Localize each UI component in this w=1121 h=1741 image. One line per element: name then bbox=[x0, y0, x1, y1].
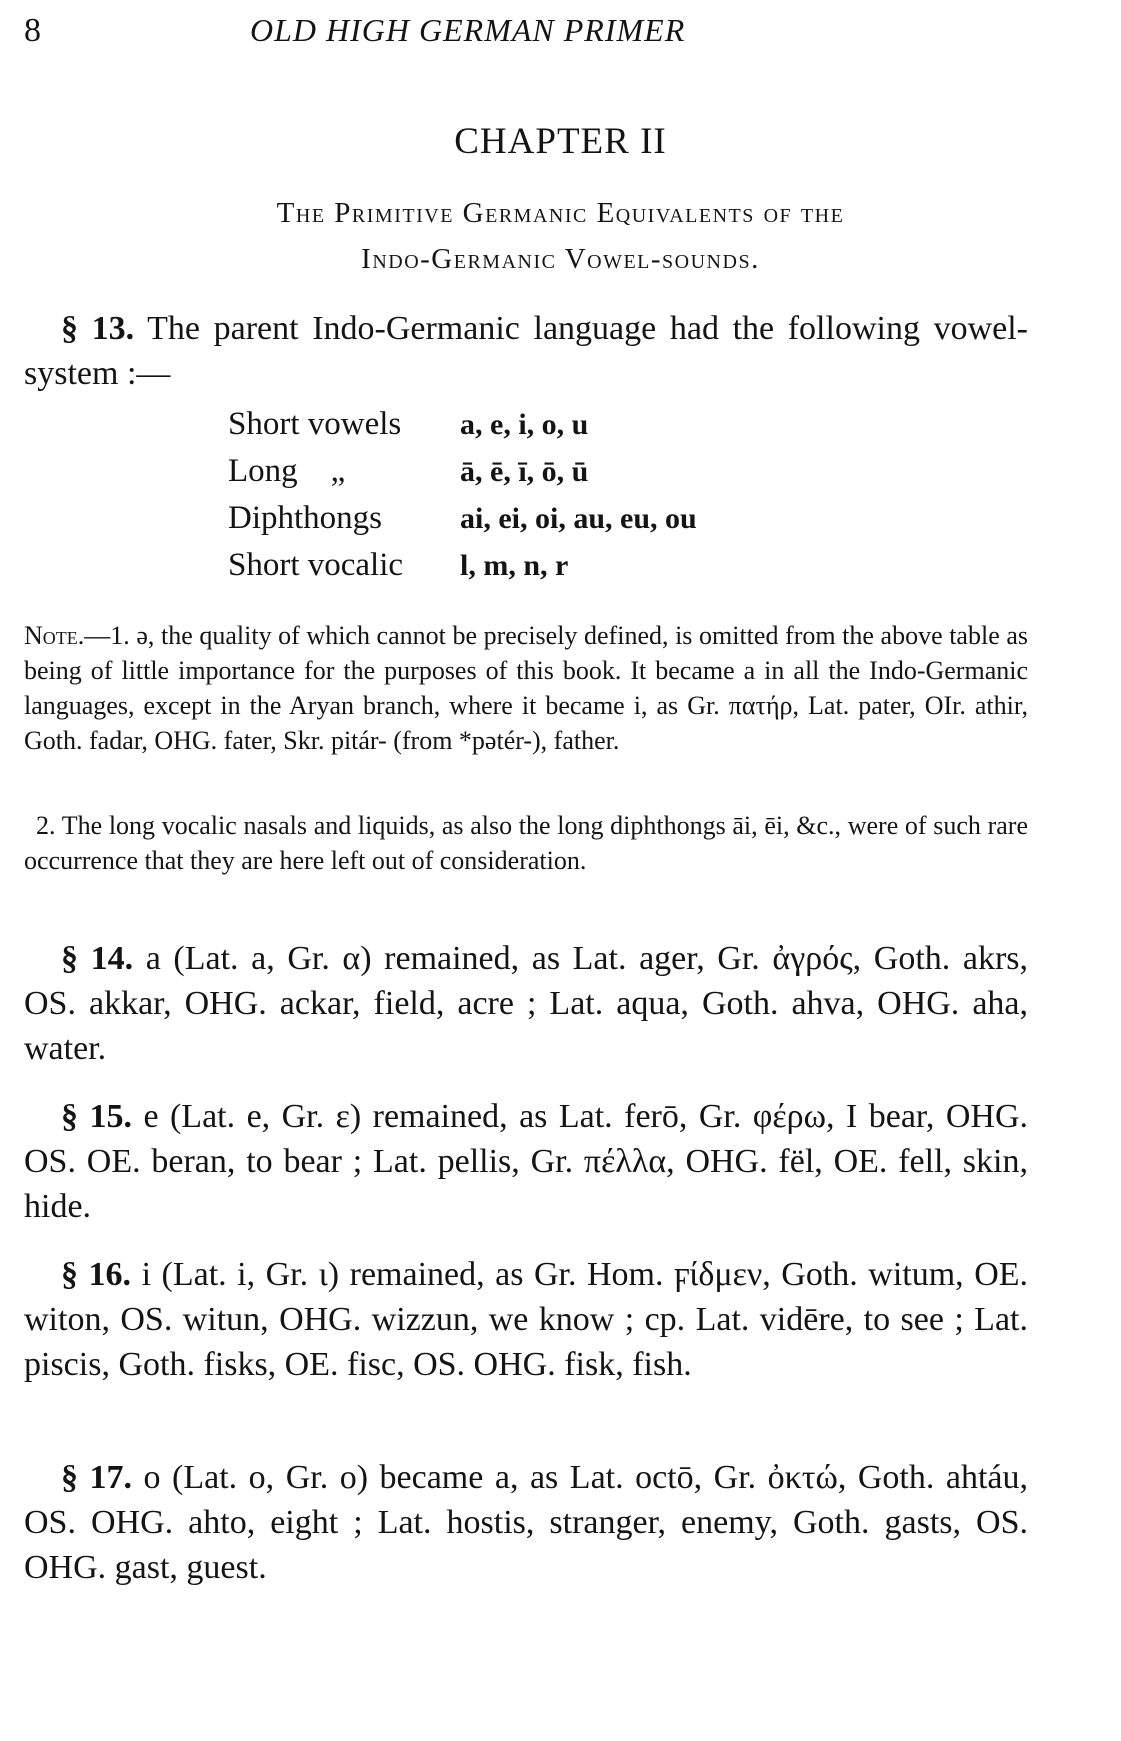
section-text: i (Lat. i, Gr. ι) remained, as Gr. Hom. ϝίδμεν, Goth. witum, OE. witon, OS. witun, OHG. wizzun, we know ; cp. Lat. vidēre, to see ; Lat. piscis, Goth. fisks, OE. fisc, OS. OHG. fisk, fish. bbox=[24, 1256, 1029, 1383]
row-label: Short vowels bbox=[228, 406, 402, 442]
chapter-subtitle-line1: The Primitive Germanic Equivalents of the bbox=[276, 197, 845, 229]
section-16 bbox=[24, 1252, 1028, 1387]
note-1 bbox=[24, 618, 1028, 758]
running-head bbox=[0, 10, 1121, 60]
row-label: Long „ bbox=[228, 453, 346, 489]
table-row bbox=[228, 542, 697, 589]
section-text: e (Lat. e, Gr. ε) remained, as Lat. ferō, Gr. φέρω, I bear, OHG. OS. OE. beran, to bear ; Lat. pellis, Gr. πέλλα, OHG. fël, OE. fell, skin, hide. bbox=[24, 1098, 1029, 1225]
table-row bbox=[228, 401, 697, 448]
running-title: OLD HIGH GERMAN PRIMER bbox=[250, 12, 686, 48]
page-number: 8 bbox=[24, 12, 41, 49]
note-label: Note. bbox=[24, 621, 85, 650]
section-17 bbox=[24, 1455, 1028, 1590]
section-15 bbox=[24, 1094, 1028, 1229]
row-values: a, e, i, o, u bbox=[460, 407, 589, 441]
row-values: ai, ei, oi, au, eu, ou bbox=[460, 501, 697, 535]
section-number: § 13. bbox=[61, 310, 135, 347]
vowel-system-table bbox=[228, 401, 697, 589]
row-label: Short vocalic bbox=[228, 547, 404, 583]
row-label: Diphthongs bbox=[228, 500, 383, 536]
section-text: o (Lat. o, Gr. ο) became a, as Lat. octō, Gr. ὀκτώ, Goth. ahtáu, OS. OHG. ahto, eight ; Lat. hostis, stranger, enemy, Goth. gasts, OS. OHG. gast, guest. bbox=[24, 1459, 1028, 1586]
row-values: l, m, n, r bbox=[460, 548, 569, 582]
section-number: § 14. bbox=[61, 940, 134, 977]
section-text: a (Lat. a, Gr. α) remained, as Lat. ager, Gr. ἀγρός, Goth. akrs, OS. akkar, OHG. ackar, field, acre ; Lat. aqua, Goth. ahva, OHG. aha, water. bbox=[24, 940, 1029, 1067]
section-text: The parent Indo-Germanic language had the following vowel-system :— bbox=[24, 310, 1028, 392]
note-text: —1. ə, the quality of which cannot be precisely defined, is omitted from the above table as being of little importance for the purposes of this book. It became a in all the Indo-Germanic languages, except in the Aryan branch, where it became i, as Gr. πατήρ, Lat. pater, OIr. athir, Goth. fadar, OHG. fater, Skr. pitár- (from *pətér-), father. bbox=[24, 621, 1028, 755]
table-row bbox=[228, 495, 697, 542]
chapter-title: CHAPTER II bbox=[454, 121, 667, 162]
note-text: 2. The long vocalic nasals and liquids, as also the long diphthongs āi, ēi, &c., were of such rare occurrence that they are here left out of consideration. bbox=[24, 811, 1028, 875]
section-number: § 15. bbox=[61, 1098, 132, 1135]
section-14 bbox=[24, 936, 1028, 1071]
row-values: ā, ē, ī, ō, ū bbox=[460, 454, 589, 488]
note-2 bbox=[24, 808, 1028, 878]
table-row bbox=[228, 448, 697, 495]
section-number: § 17. bbox=[61, 1459, 133, 1496]
section-number: § 16. bbox=[61, 1256, 132, 1293]
section-13 bbox=[24, 306, 1028, 396]
chapter-subtitle-line2: Indo-Germanic Vowel-sounds. bbox=[361, 243, 760, 275]
